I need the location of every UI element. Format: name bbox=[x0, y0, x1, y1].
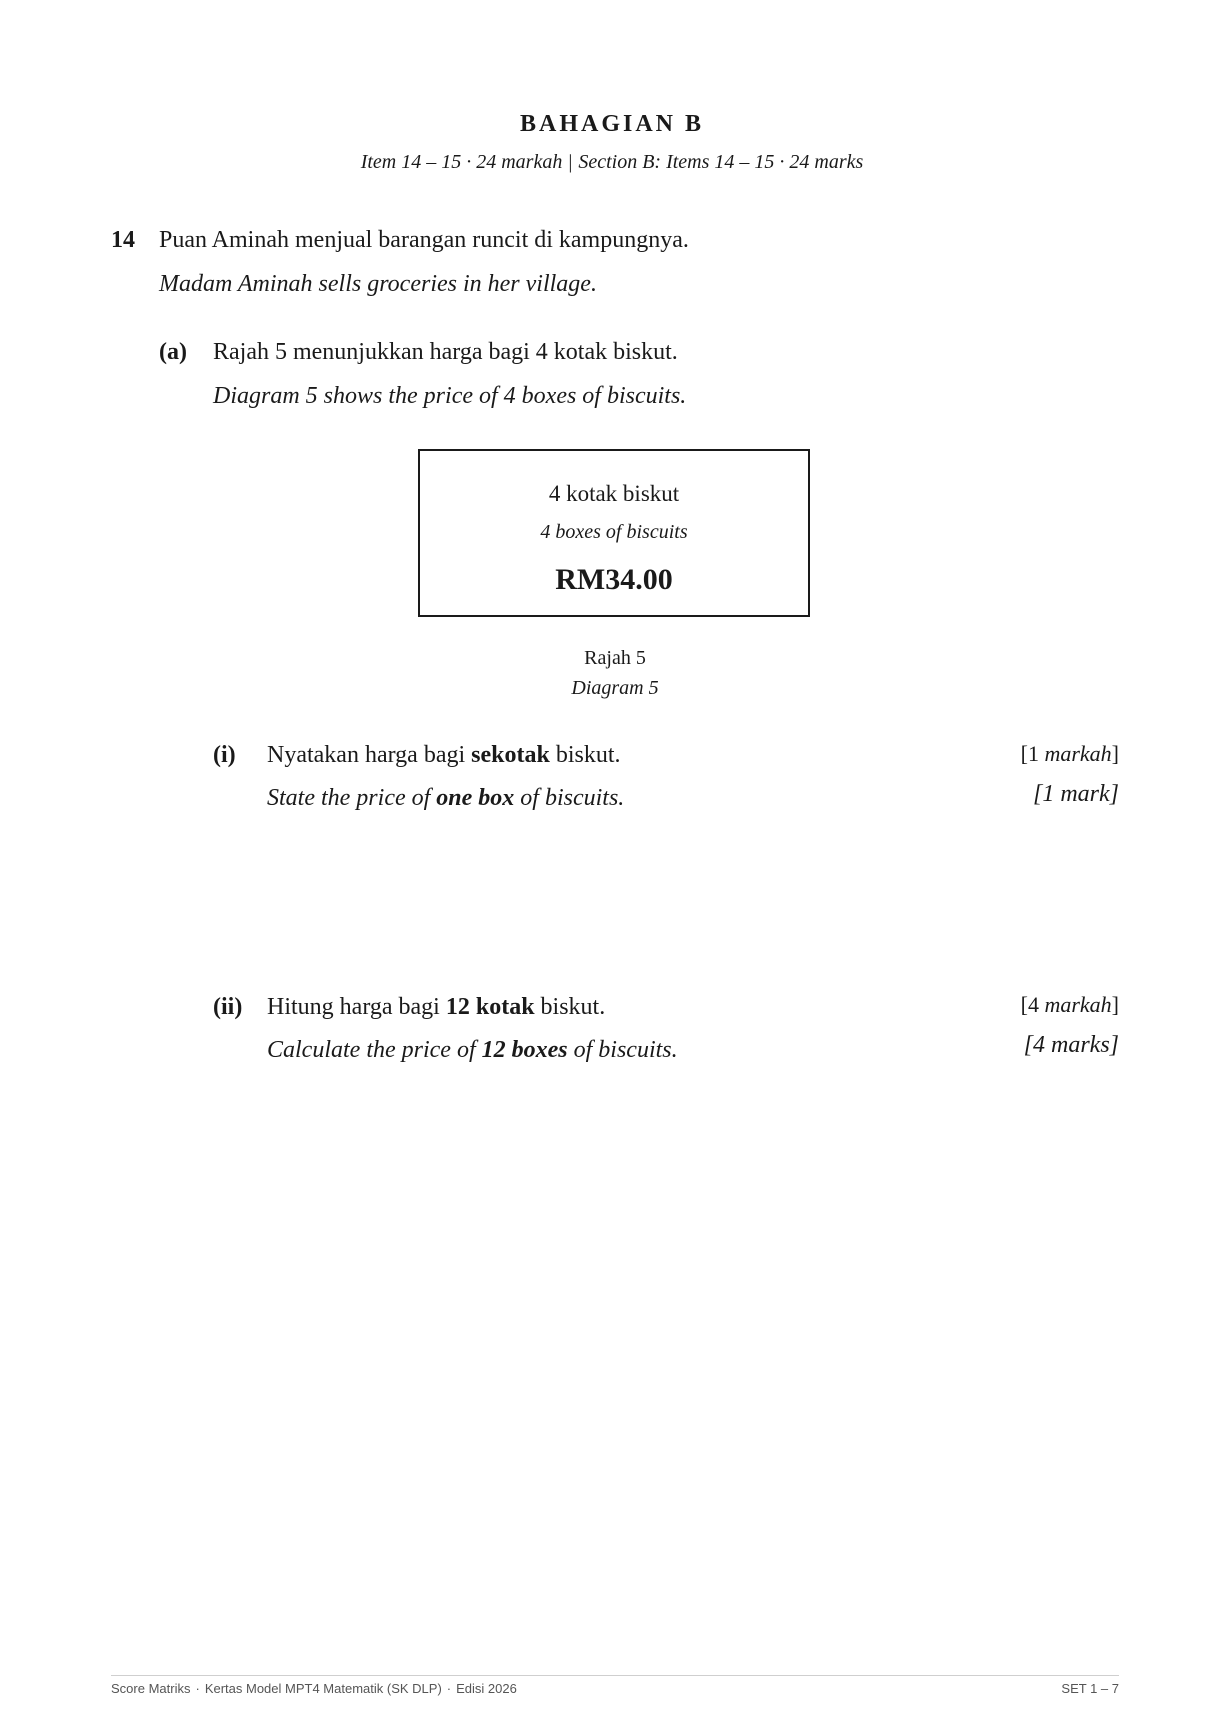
footer-dot: · bbox=[446, 1681, 452, 1696]
sub-i-label: (i) bbox=[213, 742, 236, 768]
question-stem-en: Madam Aminah sells groceries in her village. bbox=[159, 271, 597, 297]
sub-ii-marks-word: markah bbox=[1044, 992, 1112, 1017]
footer-dot: · bbox=[195, 1681, 200, 1696]
sub-ii-marks-open: [4 bbox=[1020, 992, 1045, 1017]
sub-i-marks-open: [1 bbox=[1020, 741, 1045, 766]
section-title: BAHAGIAN B bbox=[519, 111, 705, 137]
sub-ii-ms-post: biskut. bbox=[534, 994, 606, 1020]
footer-left bbox=[111, 1681, 517, 1696]
question-stem-ms: Puan Aminah menjual barangan runcit di kampungnya. bbox=[159, 227, 689, 253]
footer-paper: Kertas Model MPT4 Matematik (SK DLP) bbox=[204, 1681, 442, 1696]
section-subtitle bbox=[0, 151, 1224, 174]
part-a-text-en: Diagram 5 shows the price of 4 boxes of biscuits. bbox=[213, 383, 687, 409]
sub-ii-ms-pre: Hitung harga bagi bbox=[267, 994, 446, 1020]
sub-ii-marks-ms bbox=[1021, 992, 1119, 1018]
diagram-caption-ms: Rajah 5 bbox=[584, 647, 646, 669]
price-diagram-box bbox=[418, 449, 810, 617]
section-subtitle-en: Section B: Items 14 – 15 · 24 marks bbox=[578, 151, 864, 173]
diagram-line-ms: 4 kotak biskut bbox=[548, 481, 680, 506]
sub-ii-ms-bold: 12 kotak bbox=[445, 994, 535, 1020]
sub-i-text-en bbox=[267, 785, 624, 812]
sub-ii-label: (ii) bbox=[213, 994, 243, 1020]
sub-i-en-pre: State the price of bbox=[267, 785, 437, 811]
section-subtitle-ms: Item 14 – 15 · 24 markah bbox=[360, 151, 563, 173]
sub-i-en-post: of biscuits. bbox=[514, 785, 625, 811]
footer-divider bbox=[111, 1675, 1119, 1676]
sub-ii-text-ms bbox=[267, 994, 605, 1021]
sub-i-ms-pre: Nyatakan harga bagi bbox=[267, 742, 472, 768]
sub-i-ms-post: biskut. bbox=[549, 742, 621, 768]
sub-ii-marks-close: ] bbox=[1111, 992, 1119, 1017]
diagram-price: RM34.00 bbox=[555, 563, 673, 596]
sub-i-text-ms bbox=[267, 742, 621, 769]
part-a-text-ms: Rajah 5 menunjukkan harga bagi 4 kotak biskut. bbox=[213, 339, 678, 365]
sub-ii-text-en bbox=[267, 1037, 678, 1064]
sub-i-marks-en: [1 mark] bbox=[1032, 781, 1119, 807]
question-number: 14 bbox=[111, 227, 135, 253]
footer-brand: Score Matriks bbox=[111, 1681, 191, 1696]
part-a-label: (a) bbox=[159, 339, 187, 365]
sub-ii-en-bold: 12 boxes bbox=[481, 1037, 568, 1063]
diagram-caption-en: Diagram 5 bbox=[571, 677, 659, 699]
sub-ii-en-post: of biscuits. bbox=[567, 1037, 678, 1063]
sub-ii-en-pre: Calculate the price of bbox=[267, 1037, 482, 1063]
subtitle-separator: | bbox=[568, 151, 573, 173]
sub-i-ms-bold: sekotak bbox=[471, 742, 550, 768]
footer-page-number: SET 1 – 7 bbox=[1061, 1681, 1119, 1696]
sub-i-marks-close: ] bbox=[1111, 741, 1119, 766]
sub-i-en-bold: one box bbox=[436, 785, 515, 811]
diagram-line-en: 4 boxes of biscuits bbox=[540, 521, 688, 543]
sub-i-marks-word: markah bbox=[1044, 741, 1112, 766]
sub-i-marks-ms bbox=[1021, 741, 1119, 767]
footer-edition: Edisi 2026 bbox=[456, 1681, 517, 1696]
sub-ii-marks-en: [4 marks] bbox=[1023, 1032, 1119, 1058]
